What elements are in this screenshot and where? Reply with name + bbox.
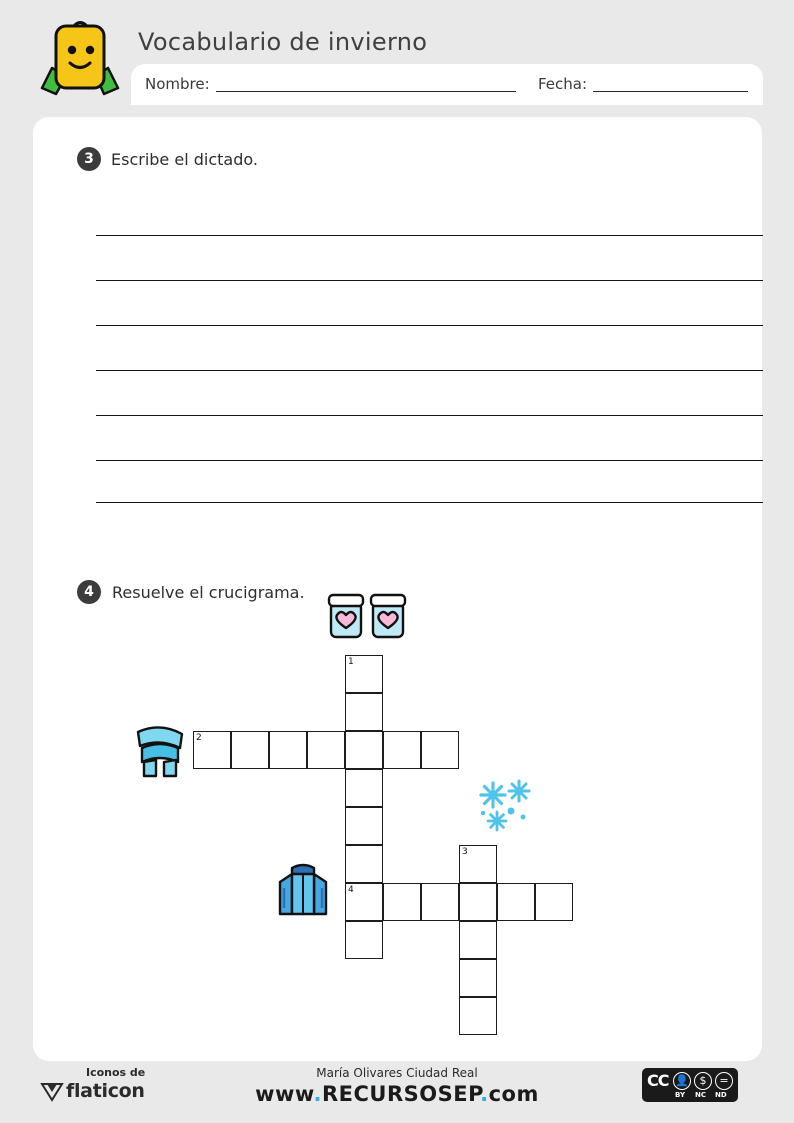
cw-cell-1-6[interactable] bbox=[345, 845, 383, 883]
cw-cell-1-3[interactable] bbox=[345, 731, 383, 769]
dictation-line-1[interactable] bbox=[96, 235, 763, 236]
cw-cell-1-8[interactable] bbox=[345, 921, 383, 959]
recursosep-mascot-logo bbox=[34, 18, 126, 108]
cc-by-icon: 👤 bbox=[673, 1072, 691, 1090]
cw-cell-3-5[interactable] bbox=[459, 997, 497, 1035]
cw-cell-1-2[interactable] bbox=[345, 693, 383, 731]
flaticon-credit-line2: flaticon bbox=[66, 1080, 145, 1102]
cw-number-2: 2 bbox=[196, 733, 202, 743]
cc-label: CC bbox=[647, 1071, 669, 1090]
website-suffix: com bbox=[488, 1082, 539, 1106]
dictation-line-3[interactable] bbox=[96, 325, 763, 326]
date-label: Fecha: bbox=[538, 75, 588, 93]
flaticon-credit-line1: Iconos de bbox=[86, 1066, 146, 1079]
cw-cell-4-3[interactable] bbox=[421, 883, 459, 921]
scarf-icon bbox=[130, 720, 192, 782]
name-label: Nombre: bbox=[145, 75, 210, 93]
website-name: RECURSOSEP bbox=[321, 1082, 481, 1106]
cw-cell-2-3[interactable] bbox=[269, 731, 307, 769]
mittens-icon bbox=[327, 589, 409, 649]
cw-cell-2-2[interactable] bbox=[231, 731, 269, 769]
website-prefix: www bbox=[255, 1082, 314, 1106]
dictation-line-5[interactable] bbox=[96, 415, 763, 416]
date-input[interactable] bbox=[593, 91, 748, 92]
cw-cell-3-3[interactable] bbox=[459, 921, 497, 959]
cw-number-1: 1 bbox=[348, 657, 354, 667]
dictation-line-4[interactable] bbox=[96, 370, 763, 371]
name-date-bar bbox=[131, 64, 763, 105]
exercise-3-badge: 3 bbox=[77, 147, 101, 171]
cw-cell-4-4[interactable] bbox=[459, 883, 497, 921]
cc-nd-icon: = bbox=[715, 1072, 733, 1090]
cc-by-label: BY bbox=[675, 1091, 686, 1099]
exercise-4-instruction: Resuelve el crucigrama. bbox=[112, 583, 305, 602]
cw-number-4: 4 bbox=[348, 885, 354, 895]
cw-cell-3-4[interactable] bbox=[459, 959, 497, 997]
cw-cell-4-6[interactable] bbox=[535, 883, 573, 921]
page-header bbox=[0, 0, 794, 112]
exercise-4-badge: 4 bbox=[77, 580, 101, 604]
dictation-line-6[interactable] bbox=[96, 460, 763, 461]
cw-cell-1-5[interactable] bbox=[345, 807, 383, 845]
cw-cell-2-7[interactable] bbox=[421, 731, 459, 769]
snowflakes-icon bbox=[475, 777, 537, 837]
cw-cell-2-6[interactable] bbox=[383, 731, 421, 769]
page-footer bbox=[0, 1062, 794, 1123]
cw-cell-4-2[interactable] bbox=[383, 883, 421, 921]
jacket-icon bbox=[272, 862, 334, 924]
creative-commons-badge bbox=[642, 1068, 738, 1102]
dictation-line-7[interactable] bbox=[96, 502, 763, 503]
exercise-3-instruction: Escribe el dictado. bbox=[111, 150, 258, 169]
dictation-line-2[interactable] bbox=[96, 280, 763, 281]
cw-cell-4-5[interactable] bbox=[497, 883, 535, 921]
website-url[interactable]: www.RECURSOSEP.com bbox=[255, 1082, 539, 1106]
cc-nc-icon: $ bbox=[694, 1072, 712, 1090]
cc-nd-label: ND bbox=[715, 1091, 727, 1099]
cw-number-3: 3 bbox=[462, 847, 468, 857]
worksheet-card bbox=[33, 117, 762, 1061]
name-input[interactable] bbox=[216, 91, 516, 92]
cc-nc-label: NC bbox=[695, 1091, 706, 1099]
cw-cell-2-4[interactable] bbox=[307, 731, 345, 769]
page-title: Vocabulario de invierno bbox=[138, 28, 428, 56]
cw-cell-1-4[interactable] bbox=[345, 769, 383, 807]
author-credit: María Olivares Ciudad Real bbox=[316, 1066, 478, 1080]
